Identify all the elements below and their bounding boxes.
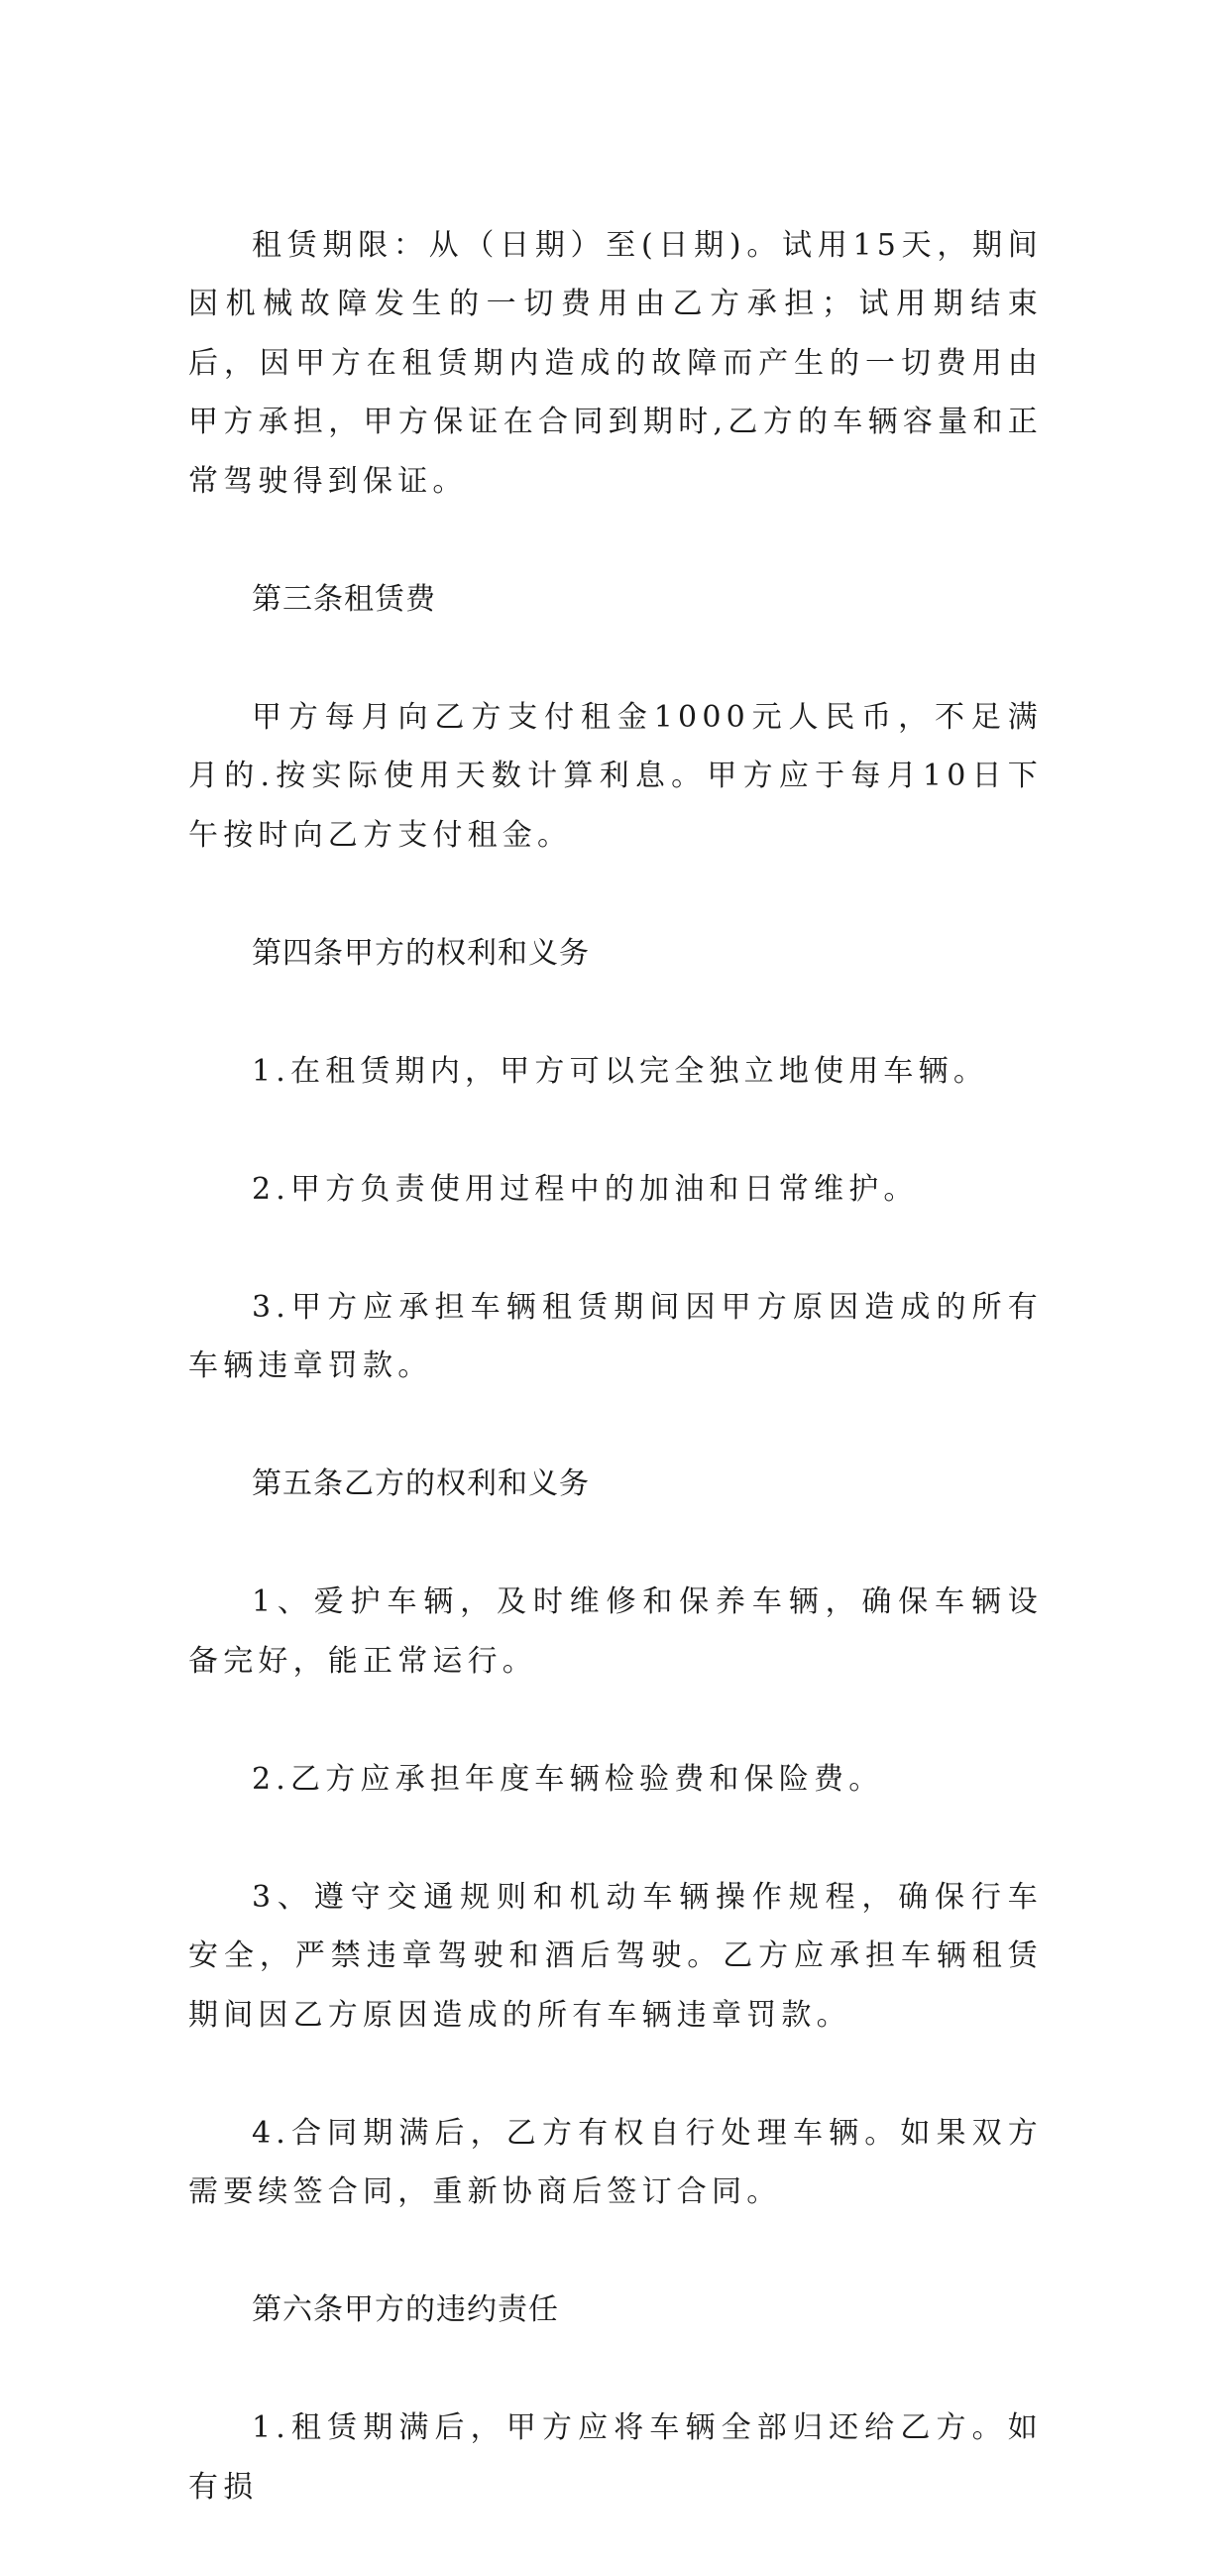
paragraph-party-a-item-2: 2.甲方负责使用过程中的加油和日常维护。: [252, 1171, 919, 1207]
paragraph-party-b-item-4: 4.合同期满后，乙方有权自行处理车辆。如果双方需要续签合同，重新协商后签订合同。: [188, 2115, 1043, 2209]
heading-article-4-party-a: 第四条甲方的权利和义务: [252, 935, 590, 971]
paragraph-party-b-item-2: 2.乙方应承担年度车辆检验费和保险费。: [252, 1761, 884, 1797]
heading-article-3-rent: 第三条租赁费: [252, 581, 436, 617]
contract-body: [188, 157, 1043, 2576]
paragraph-party-b-item-1: 1、爱护车辆，及时维修和保养车辆，确保车辆设备完好，能正常运行。: [188, 1584, 1043, 1679]
heading-article-6-breach: 第六条甲方的违约责任: [252, 2292, 559, 2327]
paragraph-party-a-item-1: 1.在租赁期内，甲方可以完全独立地使用车辆。: [252, 1053, 989, 1089]
heading-article-5-party-b: 第五条乙方的权利和义务: [252, 1466, 590, 1501]
paragraph-breach-item-1: 1.租赁期满后，甲方应将车辆全部归还给乙方。如有损: [188, 2410, 1043, 2505]
paragraph-party-b-item-3: 3、遵守交通规则和机动车辆操作规程，确保行车安全，严禁违章驾驶和酒后驾驶。乙方应承担车辆租赁期间因乙方原因造成的所有车辆违章罚款。: [188, 1879, 1043, 2033]
paragraph-party-a-item-3: 3.甲方应承担车辆租赁期间因甲方原因造成的所有车辆违章罚款。: [188, 1289, 1043, 1383]
paragraph-lease-term: 租赁期限：从（日期）至(日期)。试用15天，期间因机械故障发生的一切费用由乙方承担；试用期结束后，因甲方在租赁期内造成的故障而产生的一切费用由甲方承担，甲方保证在合同到期时,乙方的车辆容量和正常驾驶得到保证。: [188, 227, 1043, 499]
paragraph-rent-payment: 甲方每月向乙方支付租金1000元人民币，不足满月的.按实际使用天数计算利息。甲方应于每月10日下午按时向乙方支付租金。: [188, 699, 1043, 853]
